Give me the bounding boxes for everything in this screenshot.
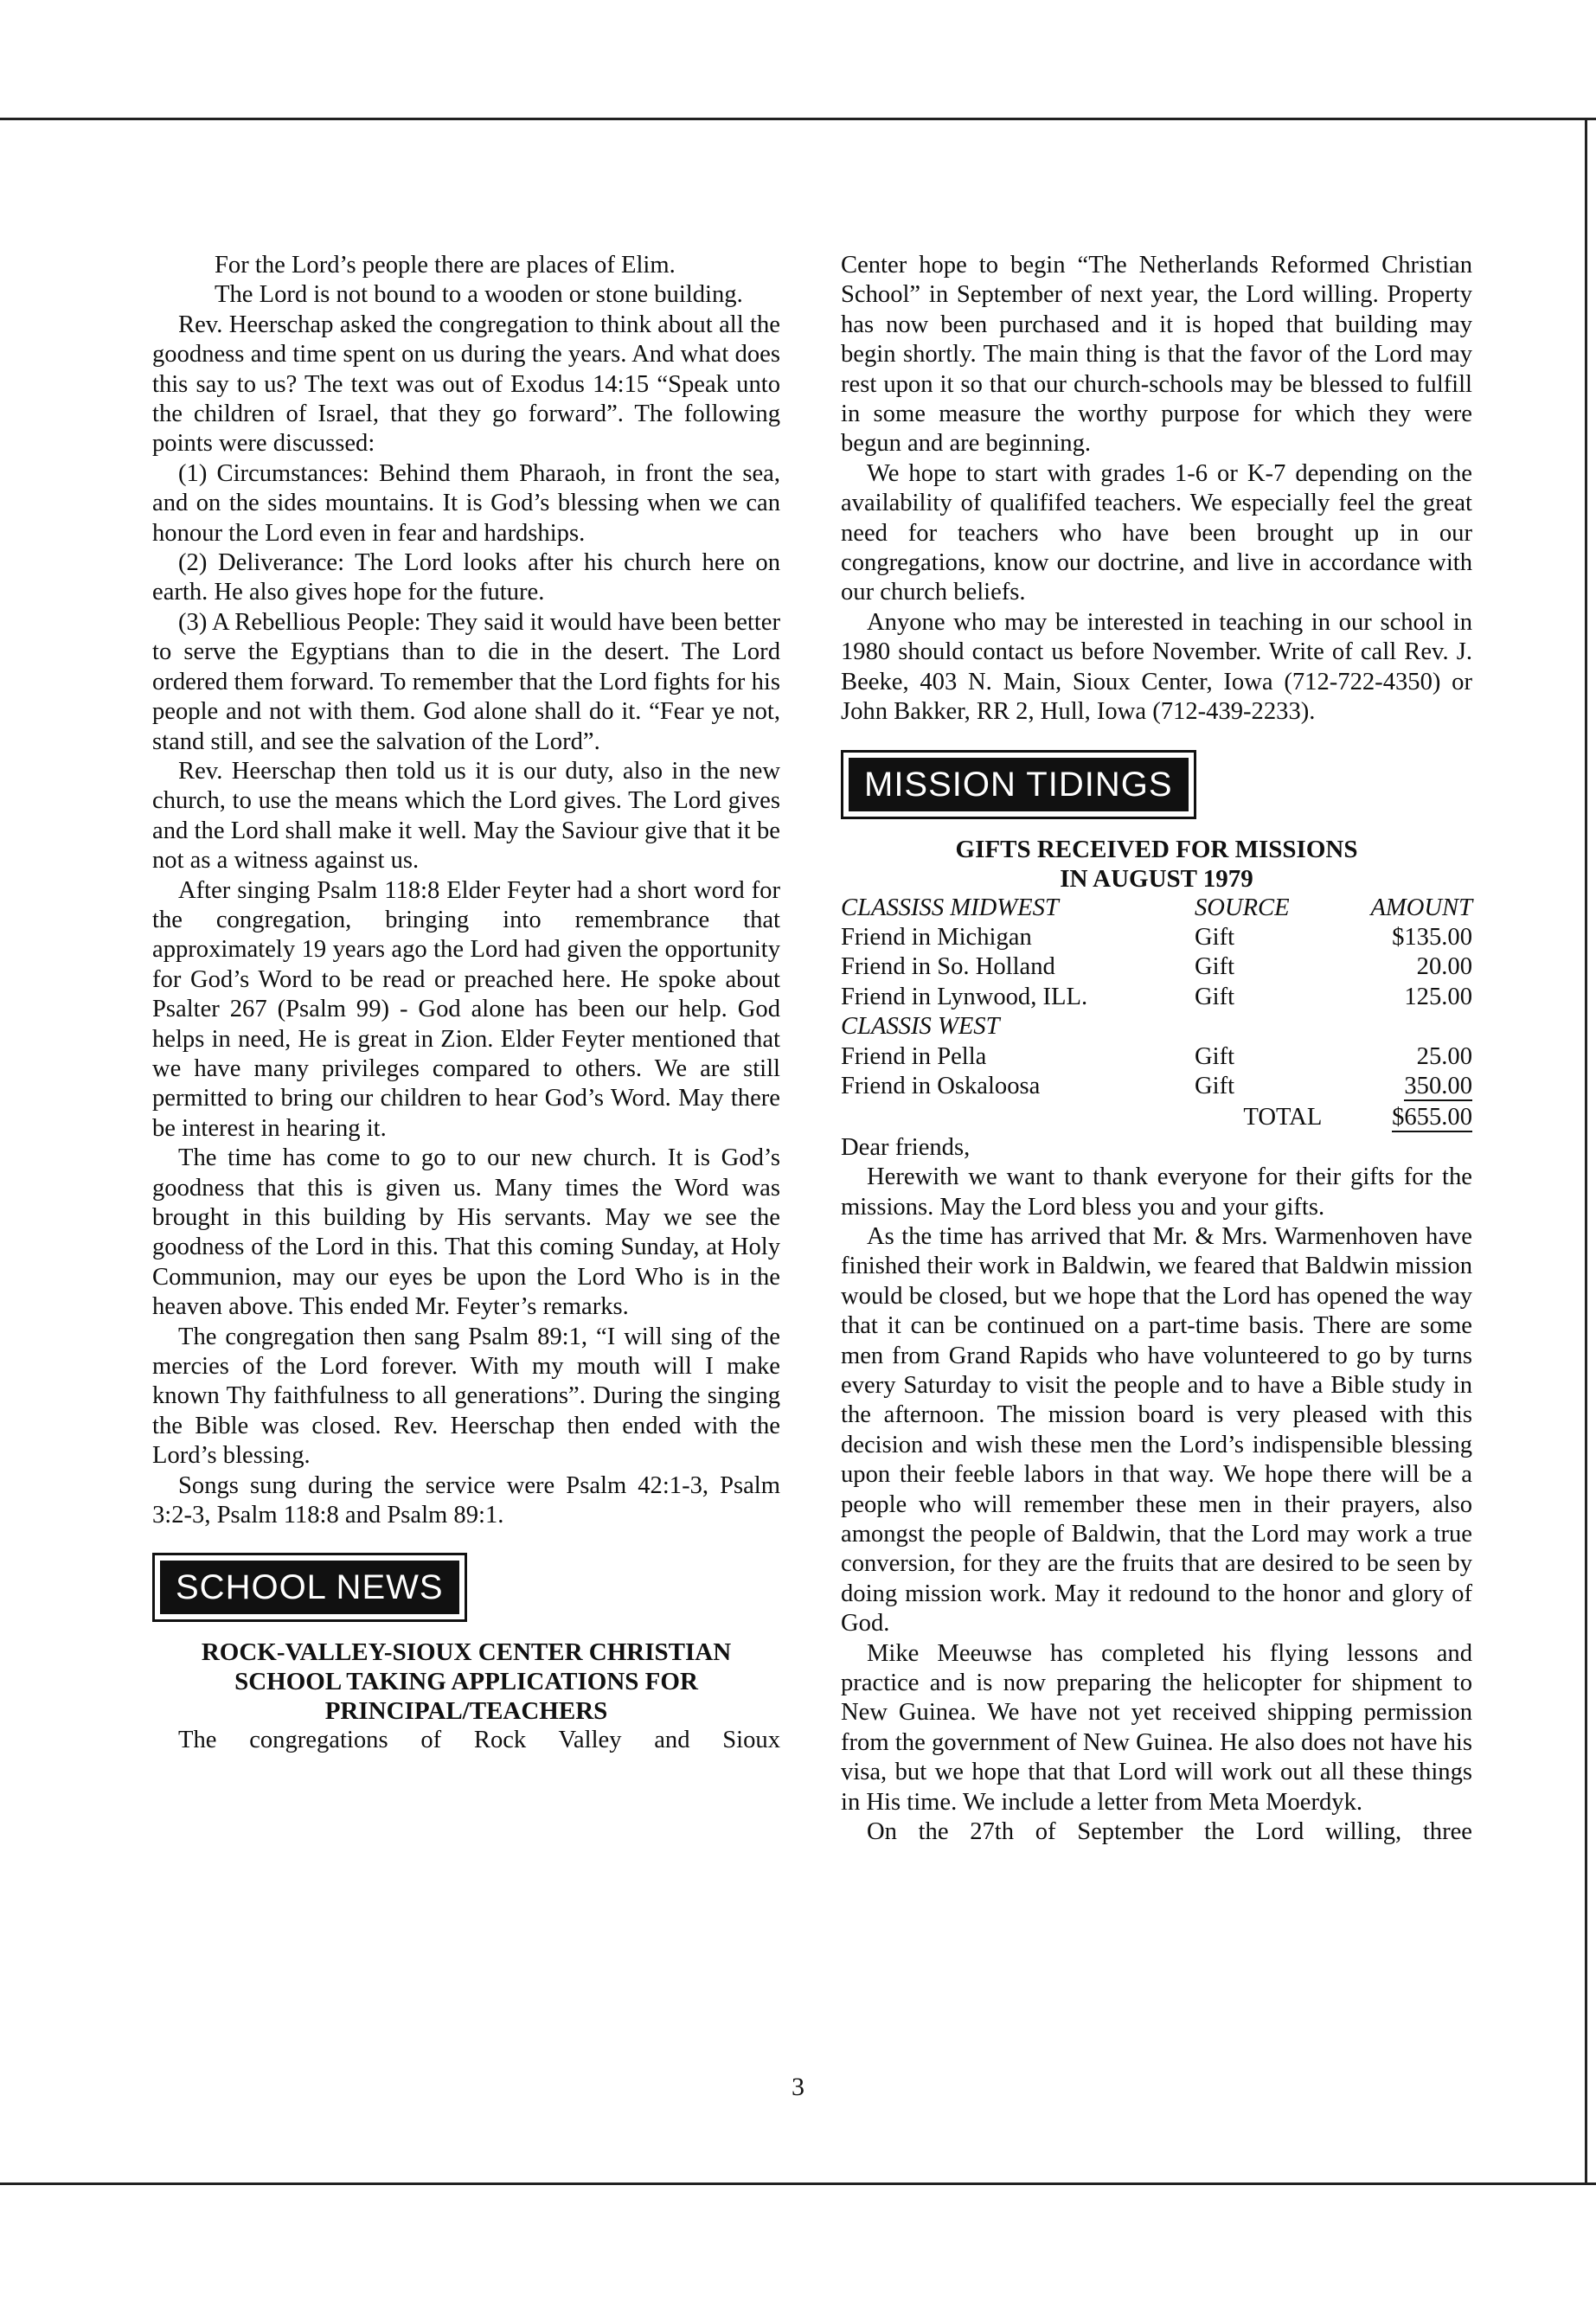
page-number: 3 (792, 2073, 804, 2101)
donor-source: Gift (1194, 1072, 1235, 1099)
elim-line: For the Lord’s people there are places of Elim. (215, 252, 676, 279)
mission-thanks-paragraph: Herewith we want to thank everyone for their gifts for the missions. May the Lord bless you and your gifts. (841, 1163, 1472, 1221)
donor-amount: 20.00 (1416, 953, 1472, 981)
donor-name: Friend in Pella (841, 1042, 987, 1070)
point-deliverance: (2) Deliverance: The Lord looks after his church here on earth. He also gives hope for the future. (152, 549, 780, 606)
point-circumstances: (1) Circumstances: Behind them Pharaoh, in front the sea, and on the sides mountains. It is God’s blessing when we can honour the Lord even in fear and hardships. (152, 459, 780, 547)
donor-name: Friend in So. Holland (841, 953, 1055, 981)
total-row (841, 1101, 1472, 1132)
gifts-headline-line-1: GIFTS RECEIVED FOR MISSIONS (955, 835, 1358, 863)
region-west-row (841, 1012, 1472, 1042)
table-row (841, 983, 1472, 1012)
gifts-table-header (841, 894, 1472, 923)
school-headline-line-1: ROCK-VALLEY-SIOUX CENTER CHRISTIAN (201, 1638, 732, 1667)
songs-sung-paragraph: Songs sung during the service were Psalm 42:1-3, Psalm 3:2-3, Psalm 118:8 and Psalm 89:1. (152, 1471, 780, 1529)
region-midwest-header: CLASSISS MIDWEST (841, 894, 1059, 921)
donor-name: Friend in Oskaloosa (841, 1072, 1041, 1099)
helicopter-paragraph: Mike Meeuwse has completed his flying lessons and practice and is now preparing the helicopter for shipment to New Guinea. We have not yet received shipping permission from the government of New Guinea. He also does not have his visa, but we hope that that Lord will work out all these things in His time. We include a letter from Meta Moerdyk. (841, 1639, 1472, 1816)
school-paragraph-start: The congregations of Rock Valley and Sioux (178, 1727, 780, 1754)
page-frame-top-rule (0, 118, 1596, 120)
page-frame-right-rule (1585, 118, 1587, 2185)
school-grades-paragraph: We hope to start with grades 1-6 or K-7 depending on the availability of qualififed teachers. We especially feel the great need for teachers who have been brought up in our congregations, know our doctrine, and live in accordance with our church beliefs. (841, 459, 1472, 606)
table-row (841, 1072, 1472, 1101)
total-amount: $655.00 (1392, 1104, 1472, 1131)
point-rebellious-people: (3) A Rebellious People: They said it would have been better to serve the Egyptians than to die in the desert. The Lord ordered them forward. To remember that the Lord fights for his people and not with them. God alone shall do it. “Fear ye not, stand still, and see the salvation of the Lord”. (152, 608, 780, 755)
donor-source: Gift (1194, 923, 1235, 951)
duty-paragraph: Rev. Heerschap then told us it is our duty, also in the new church, to use the means which the Lord gives. The Lord gives and the Lord shall make it well. May the Saviour give that it be not as a witness against us. (152, 757, 780, 875)
wooden-building-line: The Lord is not bound to a wooden or stone building. (215, 281, 743, 309)
school-news-banner-wrap (152, 1553, 780, 1622)
school-news-banner (152, 1553, 467, 1622)
mission-tidings-banner (841, 750, 1196, 819)
school-paragraph-continued: Center hope to begin “The Netherlands Reformed Christian School” in September of next year, the Lord willing. Property has now been purchased and it is hoped that building may begin shortly. The main thing is that the favor of the Lord may rest upon it so that our church-schools may be blessed to fulfill in some measure the worthy purpose for which they were begun and are beginning. (841, 252, 1472, 458)
left-column (152, 251, 780, 1756)
baldwin-mission-paragraph: As the time has arrived that Mr. & Mrs. Warmenhoven have finished their work in Baldwin, we feared that Baldwin mission would be closed, but we hope that the Lord has opened the way that it can be continued on a part-time basis. There are some men from Grand Rapids who have volunteered to go by turns every Saturday to visit the people and to have a Bible study in the afternoon. The mission board is very pleased with this decision and wish these men the Lord’s indispensible blessing upon their feeble labors in that way. We hope there will be a people who will remember these men in their prayers, also amongst the people of Baldwin, that the Lord may work a true conversion, for they are the fruits that are desired to be seen by doing mission work. May it redound to the honor and glory of God. (841, 1222, 1472, 1638)
school-contact-paragraph: Anyone who may be interested in teaching in our school in 1980 should contact us before November. Write of call Rev. J. Beeke, 403 N. Main, Sioux Center, Iowa (712-722-4350) or John Bakker, RR 2, Hull, Iowa (712-439-2233). (841, 608, 1472, 726)
psalm-89-paragraph: The congregation then sang Psalm 89:1, “I will sing of the mercies of the Lord forever. With my mouth will I make known Thy faithfulness to all generations”. During the singing the Bible was closed. Rev. Heerschap then ended with the Lord’s blessing. (152, 1323, 780, 1470)
salutation: Dear friends, (841, 1133, 971, 1161)
donor-name: Friend in Michigan (841, 923, 1032, 951)
school-news-title: SCHOOL NEWS (160, 1561, 459, 1614)
donor-source: Gift (1194, 983, 1235, 1010)
donor-source: Gift (1194, 953, 1235, 981)
table-row (841, 923, 1472, 952)
region-west-header: CLASSIS WEST (841, 1013, 1000, 1041)
new-church-paragraph: The time has come to go to our new church. It is God’s goodness that this is given us. Many times the Word was brought in this building by His servants. May we see the goodness of the Lord in this. That this coming Sunday, at Holy Communion, may our eyes be upon the Lord Who is in the heaven above. This ended Mr. Feyter’s remarks. (152, 1144, 780, 1321)
table-row (841, 1042, 1472, 1072)
source-header: SOURCE (1194, 894, 1290, 921)
donor-amount: $135.00 (1392, 923, 1472, 951)
september-paragraph: On the 27th of September the Lord willing, three (867, 1818, 1472, 1846)
donor-name: Friend in Lynwood, ILL. (841, 983, 1088, 1010)
school-headline-line-3: PRINCIPAL/TEACHERS (324, 1697, 608, 1726)
sermon-intro-paragraph: Rev. Heerschap asked the congregation to think about all the goodness and time spent on us during the years. And what does this say to us? The text was out of Exodus 14:15 “Speak unto the children of Israel, that they go forward”. The following points were discussed: (152, 311, 780, 458)
donor-source: Gift (1194, 1042, 1235, 1070)
mission-tidings-banner-wrap (841, 750, 1472, 819)
mission-tidings-title: MISSION TIDINGS (849, 758, 1189, 811)
gifts-table (841, 894, 1472, 1133)
amount-header: AMOUNT (1370, 894, 1472, 921)
right-column (841, 251, 1472, 1848)
donor-amount: 350.00 (1404, 1072, 1472, 1099)
page-frame-bottom-rule (0, 2182, 1596, 2185)
school-headline-line-2: SCHOOL TAKING APPLICATIONS FOR (234, 1668, 698, 1696)
total-label: TOTAL (1243, 1104, 1323, 1131)
donor-amount: 125.00 (1404, 983, 1472, 1010)
elder-feyter-paragraph: After singing Psalm 118:8 Elder Feyter had a short word for the congregation, bringing into remembrance that approximately 19 years ago the Lord had given the opportunity for God’s Word to be read or preached here. He spoke about Psalter 267 (Psalm 99) - God alone has been our help. God helps in need, He is great in Zion. Elder Feyter mentioned that we have many privileges compared to others. We are still permitted to bring our children to hear God’s Word. May there be interest in hearing it. (152, 876, 780, 1142)
table-row (841, 952, 1472, 982)
gifts-headline-line-2: IN AUGUST 1979 (1060, 864, 1253, 893)
donor-amount: 25.00 (1416, 1042, 1472, 1070)
